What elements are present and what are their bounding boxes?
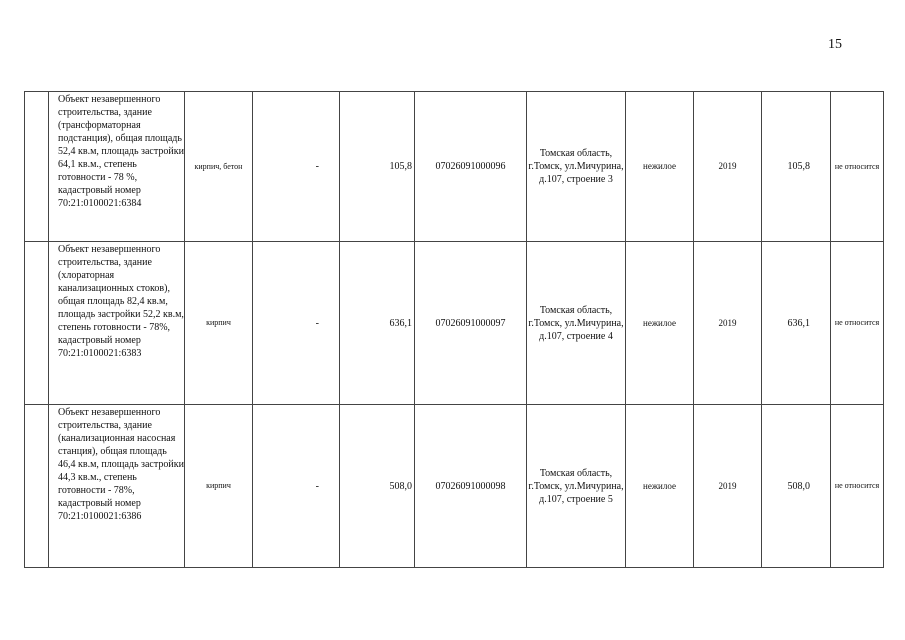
table-row — [25, 405, 884, 568]
dash-cell: - — [253, 242, 340, 405]
purpose-cell: нежилое — [626, 92, 694, 242]
description-cell: Объект незавершенного строительства, здание (трансформаторная подстанция), общая площадь 52,4 кв.м, площадь застройки 64,1 кв.м., степень готовности - 78 %, кадастровый номер 70:21:0100021:6384 — [49, 92, 185, 242]
material-cell: кирпич — [185, 242, 253, 405]
area-total-cell: 636,1 — [762, 242, 831, 405]
code-cell: 07026091000096 — [415, 92, 527, 242]
code-cell: 07026091000098 — [415, 405, 527, 568]
address-cell: Томская область, г.Томск, ул.Мичурина, д.107, строение 5 — [527, 405, 626, 568]
year-cell: 2019 — [694, 242, 762, 405]
area-cell: 508,0 — [340, 405, 415, 568]
relation-cell: не относится — [831, 92, 884, 242]
page-number: 15 — [828, 37, 842, 52]
dash-cell: - — [253, 92, 340, 242]
row-index-cell — [25, 92, 49, 242]
code-cell: 07026091000097 — [415, 242, 527, 405]
purpose-cell: нежилое — [626, 242, 694, 405]
material-cell: кирпич, бетон — [185, 92, 253, 242]
description-cell: Объект незавершенного строительства, здание (хлораторная канализационных стоков), общая площадь 82,4 кв.м, площадь застройки 52,2 кв.м, степень готовности - 78%, кадастровый номер 70:21:0100021:6383 — [49, 242, 185, 405]
relation-cell: не относится — [831, 242, 884, 405]
dash-cell: - — [253, 405, 340, 568]
material-cell: кирпич — [185, 405, 253, 568]
area-total-cell: 105,8 — [762, 92, 831, 242]
purpose-cell: нежилое — [626, 405, 694, 568]
row-index-cell — [25, 405, 49, 568]
table-row — [25, 92, 884, 242]
address-cell: Томская область, г.Томск, ул.Мичурина, д.107, строение 3 — [527, 92, 626, 242]
table-row — [25, 242, 884, 405]
area-cell: 636,1 — [340, 242, 415, 405]
description-cell: Объект незавершенного строительства, здание (канализационная насосная станция), общая площадь 46,4 кв.м, площадь застройки 44,3 кв.м., степень готовности - 78%, кадастровый номер 70:21:0100021:6386 — [49, 405, 185, 568]
area-total-cell: 508,0 — [762, 405, 831, 568]
area-cell: 105,8 — [340, 92, 415, 242]
relation-cell: не относится — [831, 405, 884, 568]
year-cell: 2019 — [694, 405, 762, 568]
address-cell: Томская область, г.Томск, ул.Мичурина, д.107, строение 4 — [527, 242, 626, 405]
year-cell: 2019 — [694, 92, 762, 242]
row-index-cell — [25, 242, 49, 405]
property-registry-table — [24, 91, 884, 568]
